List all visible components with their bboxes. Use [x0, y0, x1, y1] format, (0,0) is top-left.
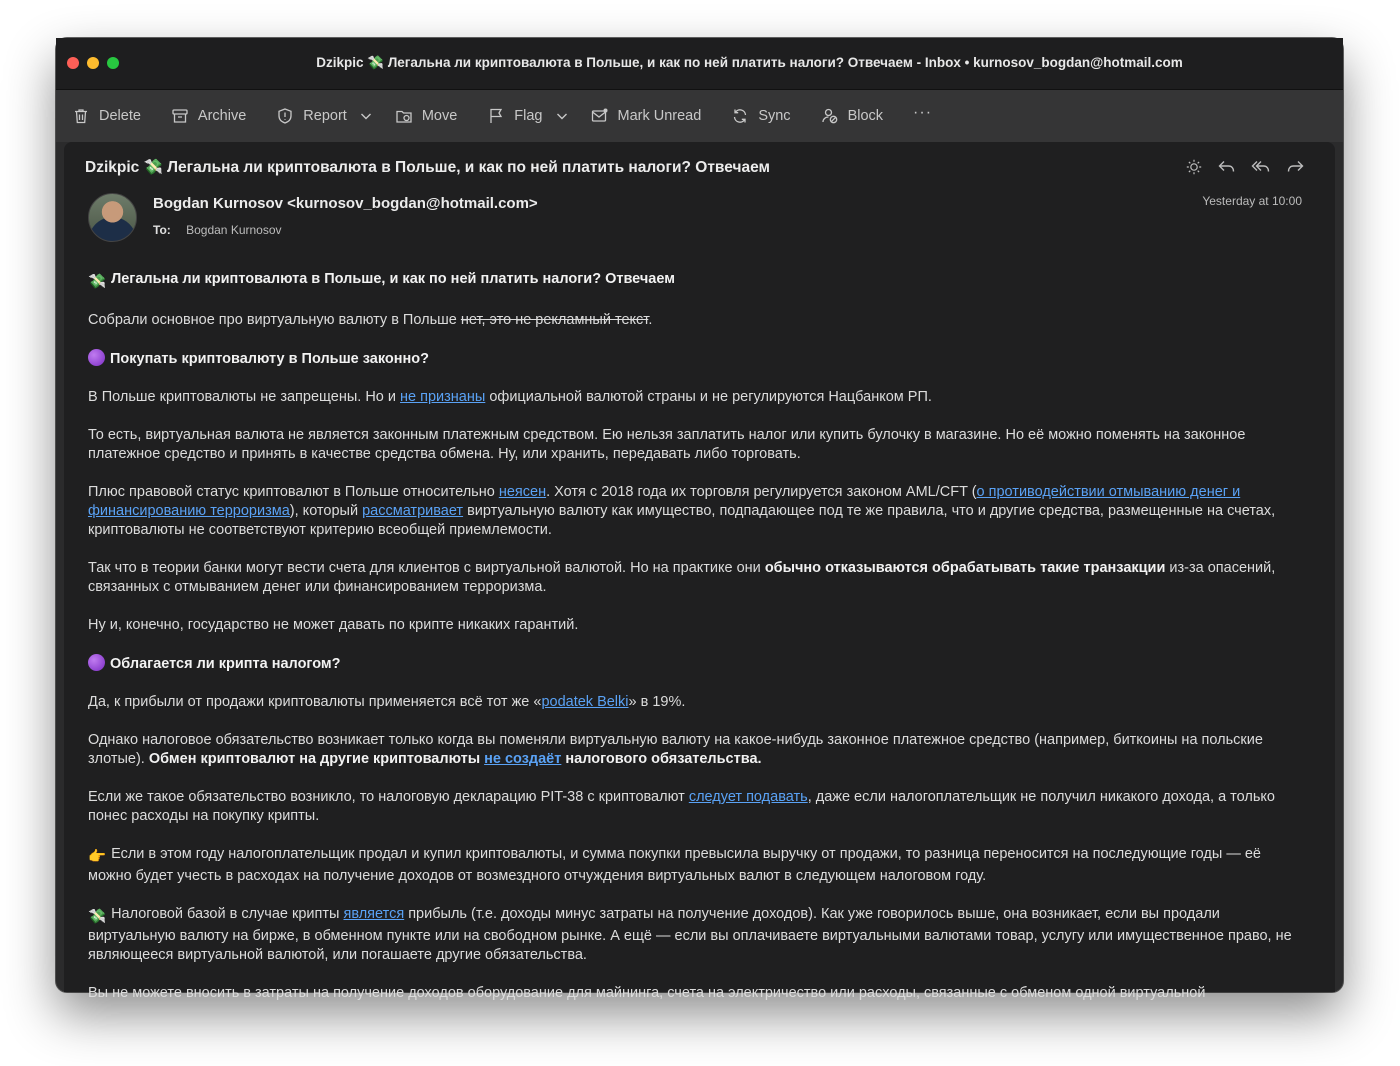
text-span: . — [648, 312, 653, 328]
text-span: официальной валютой страны и не регулируются Нацбанком РП. — [485, 389, 932, 405]
section-heading-tax — [88, 654, 1298, 674]
link-considers[interactable]: рассматривает — [362, 503, 464, 519]
text-span: ), который — [289, 503, 363, 519]
flag-button[interactable] — [487, 107, 542, 125]
purple-circle-icon — [88, 349, 105, 366]
paragraph — [88, 693, 1298, 712]
body-heading — [88, 270, 1298, 292]
report-dropdown-button[interactable] — [359, 109, 373, 123]
sender-avatar — [88, 193, 137, 242]
delete-label: Delete — [99, 108, 141, 124]
mark-unread-button[interactable] — [591, 107, 702, 125]
recipient-row — [153, 223, 282, 237]
flag-icon — [487, 107, 505, 125]
money-wings-icon: 💸 — [88, 909, 107, 925]
purple-circle-icon — [88, 654, 105, 671]
text-span: . Хотя с 2018 года их торговля регулируется законом AML/CFT ( — [546, 484, 977, 500]
reply-button[interactable] — [1217, 158, 1237, 176]
paragraph — [88, 788, 1298, 826]
mail-window — [56, 38, 1343, 1001]
forward-button[interactable] — [1285, 158, 1305, 176]
text-span: Так что в теории банки могут вести счета для клиентов с виртуальной валютой. Но на практике они — [88, 560, 765, 576]
archive-button[interactable] — [171, 107, 246, 125]
move-button[interactable] — [395, 107, 457, 125]
folder-move-icon — [395, 107, 413, 125]
paragraph — [88, 905, 1298, 965]
recipient[interactable]: Bogdan Kurnosov — [186, 223, 282, 237]
reply-icon — [1217, 158, 1237, 176]
close-window-button[interactable] — [67, 57, 79, 69]
paragraph-intro — [88, 311, 1298, 330]
heading-text: Облагается ли крипта налогом? — [110, 656, 341, 672]
mark-unread-label: Mark Unread — [617, 108, 702, 124]
appearance-toggle-button[interactable] — [1185, 158, 1203, 176]
text-span: Плюс правовой статус криптовалют в Польше относительно — [88, 484, 499, 500]
message-body — [88, 270, 1298, 1022]
window-title: Dzikpic 💸 Легальна ли криптовалюта в Польше, и как по ней платить налоги? Отвечаем - Inbox • kurnosov_bogdan@hotmail.com — [316, 55, 1183, 70]
text-span: Налоговой базой в случае крипты — [111, 906, 344, 922]
block-label: Block — [847, 108, 884, 124]
link-aml-law[interactable]: о противодействии отмыванию денег и финансированию терроризма — [88, 484, 1241, 519]
link-not-recognized[interactable]: не признаны — [400, 389, 486, 405]
message-actions — [1171, 158, 1305, 176]
delete-button[interactable] — [72, 107, 141, 125]
to-label: To: — [153, 223, 171, 237]
paragraph: То есть, виртуальная валюта не является законным платежным средством. Ею нельзя заплатить налог или купить булочку в магазине. Но её можно поменять на законное платежное средство и принять в качестве средства обмена. Ну, или хранить, передавать либо торговать. — [88, 427, 1246, 462]
sync-icon — [731, 107, 749, 125]
paragraph: Ну и, конечно, государство не может давать по крипте никаких гарантий. — [88, 617, 579, 633]
text-span: Собрали основное про виртуальную валюту в Польше — [88, 312, 461, 328]
block-button[interactable] — [821, 107, 883, 125]
chevron-down-icon — [359, 109, 373, 123]
more-actions-button[interactable]: ··· — [913, 104, 933, 121]
message-reader — [64, 142, 1335, 1001]
flag-dropdown-button[interactable] — [555, 109, 569, 123]
message-subject: Dzikpic 💸 Легальна ли криптовалюта в Польше, и как по ней платить налоги? Отвечаем — [85, 159, 770, 176]
text-span: Если в этом году налогоплательщик продал и купил криптовалюты, и сумма покупки превысила выручку от продажи, то разница переносится на последующие годы — её можно будет учесть в расходах на получение доходов от возмездного отчуждения виртуальных валют в следующем налоговом году. — [88, 846, 1261, 884]
pointing-hand-icon: 👉 — [88, 849, 107, 865]
paragraph — [88, 483, 1298, 540]
strikethrough-text: нет, это не рекламный текст — [460, 312, 649, 328]
archive-icon — [171, 107, 189, 125]
section-heading-legal — [88, 349, 1298, 369]
forward-icon — [1285, 158, 1305, 176]
sun-icon — [1185, 158, 1203, 176]
heading-text: Покупать криптовалюту в Польше законно? — [110, 351, 429, 367]
paragraph-cut-off: Вы не можете вносить в затраты на получение доходов оборудование для майнинга, счета на электричество или расходы, связанные с обменом одной виртуальной — [88, 985, 1206, 1001]
report-button[interactable] — [276, 107, 347, 125]
reply-all-icon — [1251, 158, 1271, 176]
chevron-down-icon — [555, 109, 569, 123]
text-span: прибыль (т.е. доходы минус затраты на получение доходов). Как уже говорилось выше, она возникает, если вы продали виртуальную валюту на бирже, в обменном пункте или на свободном рынке. А ещё — если вы оплачиваете виртуальными валютами товар, услугу или имущественное право, не являющееся виртуальной валютой, или погашаете другие обязательства. — [88, 906, 1292, 963]
sync-button[interactable] — [731, 107, 790, 125]
text-span: виртуальную валюту как имущество, подпадающее под те же правила, что и другие средства, размещенные на счетах, криптовалюты не соответствуют критерию всеобщей приемлемости. — [88, 503, 1276, 538]
message-date: Yesterday at 10:00 — [1202, 194, 1302, 208]
text-span: » в 19%. — [628, 694, 686, 710]
link-does-not-create[interactable]: не создаёт — [484, 751, 562, 767]
text-span: Если же такое обязательство возникло, то налоговую декларацию PIT-38 с криптовалют — [88, 789, 689, 805]
text-span: из-за опасений, связанных с отмыванием денег или финансированием терроризма. — [88, 560, 1276, 595]
reply-all-button[interactable] — [1251, 158, 1271, 176]
title-bar — [56, 38, 1343, 90]
paragraph — [88, 731, 1298, 769]
bold-text: Обмен криптовалют на другие криптовалюты — [148, 751, 485, 767]
text-span: Да, к прибыли от продажи криптовалюты применяется всё тот же « — [88, 694, 542, 710]
move-label: Move — [421, 108, 458, 124]
heading-text: Легальна ли криптовалюта в Польше, и как по ней платить налоги? Отвечаем — [111, 271, 675, 287]
minimize-window-button[interactable] — [87, 57, 99, 69]
link-podatek-belki[interactable]: podatek Belki — [541, 694, 629, 710]
paragraph — [88, 845, 1298, 886]
toolbar — [56, 90, 1343, 142]
envelope-unread-icon — [591, 107, 609, 125]
block-user-icon — [821, 107, 839, 125]
bold-text: обычно отказываются обрабатывать такие транзакции — [764, 560, 1166, 576]
paragraph — [88, 388, 1298, 407]
money-wings-icon: 💸 — [88, 274, 107, 290]
bold-text: налогового обязательства. — [561, 751, 762, 767]
sync-label: Sync — [758, 108, 791, 124]
flag-label: Flag — [514, 108, 543, 124]
report-label: Report — [303, 108, 347, 124]
text-span: , даже если налогоплательщик не получил никакого дохода, а только понес расходы на покупку крипты. — [88, 789, 1275, 824]
sender[interactable]: Bogdan Kurnosov <kurnosov_bogdan@hotmail.com> — [153, 195, 538, 212]
shield-icon — [276, 107, 294, 125]
maximize-window-button[interactable] — [107, 57, 119, 69]
text-span: Однако налоговое обязательство возникает только когда вы поменяли виртуальную валюту на какое-нибудь законное платежное средство (например, биткоины на польские злотые). — [88, 732, 1263, 767]
trash-icon — [72, 107, 90, 125]
link-is[interactable]: является — [343, 906, 405, 922]
paragraph — [88, 559, 1298, 597]
link-should-file[interactable]: следует подавать — [688, 789, 808, 805]
text-span: В Польше криптовалюты не запрещены. Но и — [88, 389, 401, 405]
archive-label: Archive — [197, 108, 247, 124]
link-unclear[interactable]: неясен — [498, 484, 547, 500]
